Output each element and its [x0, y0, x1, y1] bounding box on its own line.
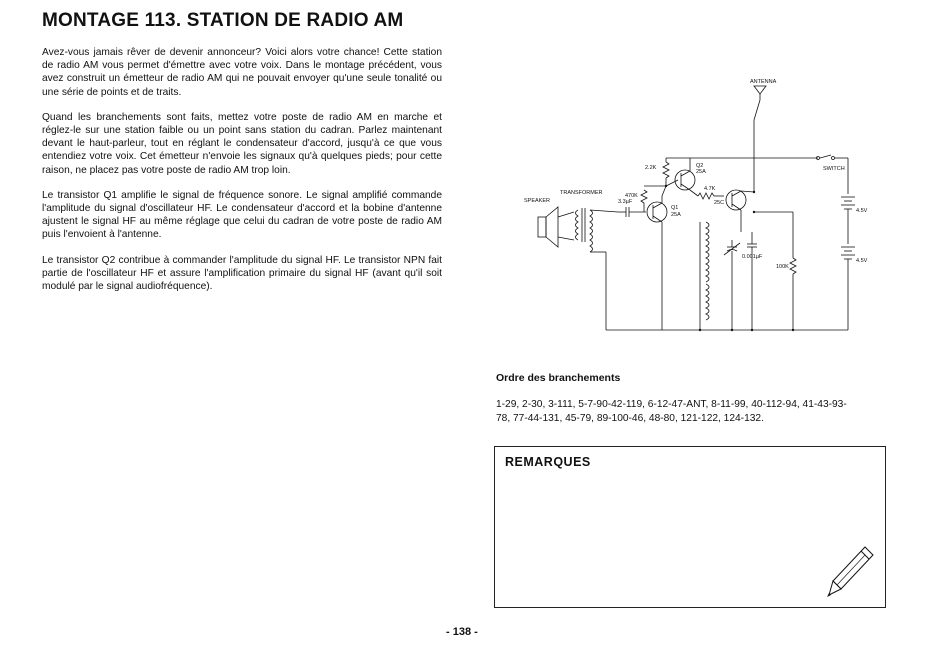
capacitor-3u3-label: 3.3µF — [618, 199, 633, 205]
q1-type-label: 25A — [671, 212, 681, 218]
antenna-label: ANTENNA — [750, 79, 777, 85]
remarks-box — [494, 446, 886, 608]
paragraph-intro: Avez-vous jamais rêver de devenir annonceur? Voici alors votre chance! Cette station de radio AM vous permet d'émettre avec votre voix. Dans le montage précédent, vous avez construit un émetteur de radio AM qui ne pouvait envoyer qu'une seule tonalité ou une série de points et de traits. — [42, 47, 442, 98]
paragraph-q2: Le transistor Q2 contribue à commander l'amplitude du signal HF. Le transistor NPN fait partie de l'oscillateur HF et assure l'amplification primaire du signal HF (avant qu'il soit modulé par le signal audiofréquence). — [42, 254, 442, 293]
paragraph-usage: Quand les branchements sont faits, mettez votre poste de radio AM en marche et réglez-le sur une station faible ou un point sans station du cadran. Parlez maintenant devant le haut-parleur, tout en réglant le condensateur d'accord, jusqu'à ce que vous entendiez votre voix. Cet émetteur n'envoie les signaux qu'à quelques pieds; pour cette raison, ne placez pas votre poste de radio AM trop loin. — [42, 111, 442, 176]
capacitor-0001-label: 0.001µF — [742, 254, 763, 260]
remarks-heading: REMARQUES — [505, 455, 591, 469]
battery-2-label: 4.5V — [856, 258, 868, 264]
order-text: 1-29, 2-30, 3-111, 5-7-90-42-119, 6-12-47-ANT, 8-11-99, 40-112-94, 41-43-93-78, 77-44-131, 45-79, 89-100-46, 48-80, 121-122, 124-132. — [496, 399, 847, 424]
speaker-label: SPEAKER — [524, 198, 550, 204]
order-heading: Ordre des branchements — [496, 372, 621, 384]
pencil-icon — [825, 543, 877, 601]
q1-label: Q1 — [671, 205, 679, 211]
q2-type-label: 25A — [696, 169, 706, 175]
body-text — [42, 46, 442, 305]
q3-type-label: 25C — [714, 200, 725, 206]
circuit-diagram — [518, 72, 868, 342]
q2-label: Q2 — [696, 163, 704, 169]
page-title: MONTAGE 113. STATION DE RADIO AM — [42, 10, 404, 31]
paragraph-q1: Le transistor Q1 amplifie le signal de fréquence sonore. Le signal amplifié commande l'amplitude du signal d'oscillateur HF. Le condensateur d'accord et la bobine d'antenne ajustent le signal HF au même réglage que celui du cadran de votre poste de radio AM puis l'envoient à l'antenne. — [42, 189, 442, 241]
resistor-4k7-label: 4.7K — [704, 186, 716, 192]
switch-label: SWITCH — [823, 166, 845, 172]
battery-1-label: 4.5V — [856, 208, 868, 214]
resistor-470k-label: 470K — [625, 193, 638, 199]
transformer-label: TRANSFORMER — [560, 190, 603, 196]
resistor-2k2-label: 2.2K — [645, 165, 657, 171]
resistor-100k-label: 100K — [776, 264, 789, 270]
page-number: - 138 - — [446, 626, 478, 638]
